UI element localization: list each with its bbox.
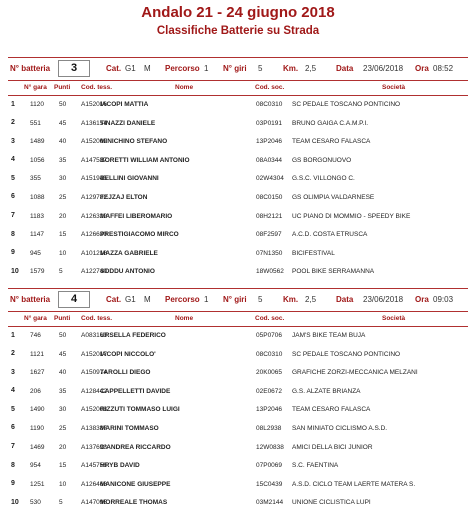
cod-soc: 03M2144 <box>256 499 284 507</box>
cod-soc: 08A0344 <box>256 156 283 164</box>
cod-soc: 07N1350 <box>256 249 283 257</box>
batteria-number: 4 <box>58 291 90 308</box>
giri-value: 5 <box>258 295 263 304</box>
data-label: Data <box>336 295 354 304</box>
col-punti: Punti <box>54 315 71 322</box>
societa: G.S.C. VILLONGO C. <box>292 175 355 183</box>
column-headers <box>8 81 468 96</box>
col-tess: Cod. tess. <box>81 315 113 322</box>
punti: 5 <box>59 499 63 507</box>
giri-label: N° giri <box>223 295 247 304</box>
punti: 10 <box>59 480 67 488</box>
percorso-label: Percorso <box>165 64 200 73</box>
col-societa: Società <box>382 84 406 91</box>
cod-tess: A152008 <box>81 406 108 414</box>
societa: SC PEDALE TOSCANO PONTICINO <box>292 101 401 108</box>
gara-number: 1120 <box>30 101 44 108</box>
cod-tess: A126630 <box>81 231 108 239</box>
societa: UNIONE CICLISTICA LUPI <box>292 499 371 507</box>
cod-tess: A083163 <box>81 332 108 339</box>
position: 2 <box>11 119 15 127</box>
punti: 50 <box>59 332 67 339</box>
batteria-label: N° batteria <box>10 295 51 304</box>
position: 4 <box>11 387 15 395</box>
societa: UC PIANO DI MOMMIO - SPEEDY BIKE <box>292 212 411 220</box>
position: 4 <box>11 156 15 164</box>
cod-tess: A128442 <box>81 387 108 395</box>
batteria-header <box>8 288 468 312</box>
gara-number: 1183 <box>30 212 44 220</box>
gara-number: 1490 <box>30 406 45 414</box>
societa: A.S.D. CICLO TEAM LAERTE MATERA S. <box>292 480 416 488</box>
gara-number: 1251 <box>30 480 45 488</box>
cod-soc: 08L2938 <box>256 424 282 432</box>
societa: TEAM CESARO FALASCA <box>292 138 371 146</box>
giri-value: 5 <box>258 64 263 73</box>
punti: 25 <box>59 193 67 201</box>
gara-number: 1147 <box>30 231 44 239</box>
athlete-name: TINAZZI DANIELE <box>100 119 156 127</box>
punti: 20 <box>59 212 67 220</box>
position: 6 <box>11 193 15 201</box>
table-row <box>8 364 468 383</box>
data-label: Data <box>336 64 354 73</box>
cod-soc: 08C0310 <box>256 350 283 358</box>
societa: TEAM CESARO FALASCA <box>292 406 371 414</box>
cod-soc: 15C0439 <box>256 480 283 488</box>
cod-soc: 13P2046 <box>256 138 283 146</box>
table-row <box>8 208 468 227</box>
societa: POOL BIKE SERRAMANNA <box>292 268 375 276</box>
cod-soc: 20K0065 <box>256 369 283 377</box>
col-nome: Nome <box>175 84 194 91</box>
punti: 15 <box>59 462 67 470</box>
athlete-name: FEJZAJ ELTON <box>100 193 148 201</box>
cod-soc: 08H2121 <box>256 212 283 220</box>
data-value: 23/06/2018 <box>363 64 404 73</box>
athlete-name: BELLINI GIOVANNI <box>100 175 159 183</box>
ora-value: 09:03 <box>433 295 454 304</box>
punti: 10 <box>59 249 67 257</box>
table-row <box>8 383 468 402</box>
cat-value: G1 <box>125 295 136 304</box>
gara-number: 1056 <box>30 156 45 164</box>
cod-tess: A145756 <box>81 462 108 470</box>
table-row <box>8 96 468 115</box>
position: 8 <box>11 461 15 469</box>
cod-soc: 02E0672 <box>256 387 283 395</box>
cod-tess: A147537 <box>81 156 108 164</box>
position: 10 <box>11 498 19 506</box>
batteria-header <box>8 57 468 81</box>
cod-tess: A136154 <box>81 119 108 127</box>
table-row <box>8 189 468 208</box>
punti: 45 <box>59 350 67 358</box>
cod-soc: 08F2597 <box>256 231 282 239</box>
cod-soc: 12W0838 <box>256 443 284 451</box>
societa: JAM'S BIKE TEAM BUJA <box>292 332 366 339</box>
athlete-name: TAROLLI DIEGO <box>100 369 151 377</box>
column-headers <box>8 312 468 327</box>
cod-tess: A122740 <box>81 268 108 276</box>
cod-tess: A152016 <box>81 101 108 108</box>
col-nome: Nome <box>175 315 194 322</box>
page-subtitle: Classifiche Batterie su Strada <box>156 25 320 37</box>
results-table <box>8 327 468 513</box>
athlete-name: MAZZA GABRIELE <box>100 249 158 257</box>
data-value: 23/06/2018 <box>363 295 404 304</box>
punti: 5 <box>59 268 63 276</box>
cod-tess: A126463 <box>81 480 108 488</box>
table-row <box>8 115 468 134</box>
gara-number: 746 <box>30 332 41 339</box>
table-row <box>8 346 468 365</box>
cod-tess: A129782 <box>81 193 108 201</box>
gara-number: 945 <box>30 249 41 257</box>
position: 8 <box>11 230 15 238</box>
table-row <box>8 457 468 476</box>
athlete-name: MANICONE GIUSEPPE <box>100 480 171 488</box>
gara-number: 954 <box>30 462 41 470</box>
position: 7 <box>11 443 15 451</box>
position: 9 <box>11 480 15 488</box>
cod-soc: 03P0191 <box>256 119 283 127</box>
table-row <box>8 420 468 439</box>
societa: S.C. FAENTINA <box>292 462 339 470</box>
batteria-label: N° batteria <box>10 64 51 73</box>
percorso-value: 1 <box>204 295 209 304</box>
punti: 40 <box>59 138 67 146</box>
societa: SC PEDALE TOSCANO PONTICINO <box>292 350 401 358</box>
gara-number: 1190 <box>30 424 44 432</box>
batteria-number: 3 <box>58 60 90 77</box>
gara-number: 551 <box>30 119 41 127</box>
page-title: Andalo 21 - 24 giugno 2018 <box>141 4 335 21</box>
athlete-name: D'ANDREA RICCARDO <box>100 443 171 451</box>
results-table <box>8 96 468 282</box>
athlete-name: IACOPI MATTIA <box>100 101 149 108</box>
punti: 20 <box>59 443 67 451</box>
cod-tess: A101218 <box>81 249 108 257</box>
punti: 25 <box>59 424 67 432</box>
gara-number: 355 <box>30 175 41 183</box>
athlete-name: IACOPI NICCOLO' <box>100 350 156 358</box>
cat-label: Cat. <box>106 295 122 304</box>
percorso-label: Percorso <box>165 295 200 304</box>
athlete-name: HRYB DAVID <box>100 462 140 470</box>
table-row <box>8 152 468 171</box>
societa: G.S. ALZATE BRIANZA <box>292 387 361 395</box>
table-row <box>8 476 468 495</box>
km-value: 2,5 <box>305 295 317 304</box>
societa: SAN MINIATO CICLISMO A.S.D. <box>292 424 388 432</box>
table-row <box>8 439 468 458</box>
cat-value: G1 <box>125 64 136 73</box>
cod-tess: A152017 <box>81 350 108 358</box>
position: 1 <box>11 100 15 108</box>
gara-number: 1469 <box>30 443 45 451</box>
col-gara: N° gara <box>24 84 47 91</box>
col-tess: Cod. tess. <box>81 84 113 91</box>
table-row <box>8 133 468 152</box>
col-punti: Punti <box>54 84 71 91</box>
ora-label: Ora <box>415 64 429 73</box>
punti: 45 <box>59 119 67 127</box>
cod-soc: 18W0562 <box>256 268 284 276</box>
percorso-value: 1 <box>204 64 209 73</box>
position: 3 <box>11 368 15 376</box>
batteria-section <box>8 288 468 513</box>
athlete-name: CAPPELLETTI DAVIDE <box>100 387 171 395</box>
athlete-name: MORREALE THOMAS <box>100 499 168 507</box>
table-row <box>8 401 468 420</box>
batteria-section <box>8 57 468 282</box>
giri-label: N° giri <box>223 64 247 73</box>
position: 7 <box>11 212 15 220</box>
position: 3 <box>11 137 15 145</box>
societa: GS OLIMPIA VALDARNESE <box>292 193 375 201</box>
cod-tess: A147095 <box>81 499 108 507</box>
gara-number: 1627 <box>30 369 45 377</box>
societa: AMICI DELLA BICI JUNIOR <box>292 443 373 451</box>
gara-number: 1579 <box>30 268 45 276</box>
col-gara: N° gara <box>24 315 47 322</box>
punti: 35 <box>59 387 67 395</box>
societa: A.C.D. COSTA ETRUSCA <box>292 231 368 239</box>
cod-tess: A152002 <box>81 138 108 146</box>
cod-soc: 05P0706 <box>256 332 283 339</box>
punti: 35 <box>59 156 67 164</box>
gara-number: 206 <box>30 387 41 395</box>
cod-tess: A126322 <box>81 212 108 220</box>
gara-number: 1088 <box>30 193 45 201</box>
societa: GRAFICHE ZORZI-MECCANICA MELZANI <box>292 369 418 377</box>
cod-soc: 02W4304 <box>256 175 284 183</box>
punti: 30 <box>59 175 67 183</box>
table-row <box>8 327 468 346</box>
cod-tess: A151945 <box>81 175 108 183</box>
col-societa: Società <box>382 315 406 322</box>
ora-value: 08:52 <box>433 64 454 73</box>
cod-soc: 08C0150 <box>256 193 283 201</box>
position: 2 <box>11 350 15 358</box>
gara-number: 1121 <box>30 350 44 358</box>
table-row <box>8 494 468 513</box>
punti: 40 <box>59 369 67 377</box>
table-row <box>8 170 468 189</box>
position: 1 <box>11 331 15 339</box>
athlete-name: MAFFEI LIBEROMARIO <box>100 212 173 220</box>
sex-value: M <box>144 64 151 73</box>
athlete-name: RIZZUTI TOMMASO LUIGI <box>100 406 180 414</box>
athlete-name: MINICHINO STEFANO <box>100 138 168 146</box>
cat-label: Cat. <box>106 64 122 73</box>
km-value: 2,5 <box>305 64 317 73</box>
societa: BRUNO GAIGA C.A.M.P.I. <box>292 119 369 127</box>
gara-number: 1489 <box>30 138 45 146</box>
ora-label: Ora <box>415 295 429 304</box>
cod-soc: 07P0069 <box>256 462 283 470</box>
cod-soc: 13P2046 <box>256 406 283 414</box>
athlete-name: URSELLA FEDERICO <box>100 332 166 339</box>
position: 10 <box>11 267 19 275</box>
punti: 30 <box>59 406 67 414</box>
position: 6 <box>11 424 15 432</box>
gara-number: 530 <box>30 499 41 507</box>
col-soc: Cod. soc. <box>255 315 285 322</box>
cod-tess: A137693 <box>81 443 108 451</box>
sex-value: M <box>144 295 151 304</box>
cod-tess: A138387 <box>81 424 108 432</box>
societa: BICIFESTIVAL <box>292 249 335 257</box>
table-row <box>8 226 468 245</box>
punti: 15 <box>59 231 67 239</box>
cod-tess: A150974 <box>81 369 108 377</box>
athlete-name: MARINI TOMMASO <box>100 424 159 432</box>
table-row <box>8 245 468 264</box>
position: 9 <box>11 249 15 257</box>
position: 5 <box>11 405 15 413</box>
km-label: Km. <box>283 295 299 304</box>
position: 5 <box>11 174 15 182</box>
col-soc: Cod. soc. <box>255 84 285 91</box>
athlete-name: SODDU ANTONIO <box>100 268 155 276</box>
athlete-name: BORETTI WILLIAM ANTONIO <box>100 156 190 164</box>
table-row <box>8 263 468 282</box>
cod-soc: 08C0310 <box>256 101 283 108</box>
societa: GS BORGONUOVO <box>292 156 352 164</box>
punti: 50 <box>59 101 67 108</box>
km-label: Km. <box>283 64 299 73</box>
athlete-name: PRESTIGIACOMO MIRCO <box>100 231 179 239</box>
